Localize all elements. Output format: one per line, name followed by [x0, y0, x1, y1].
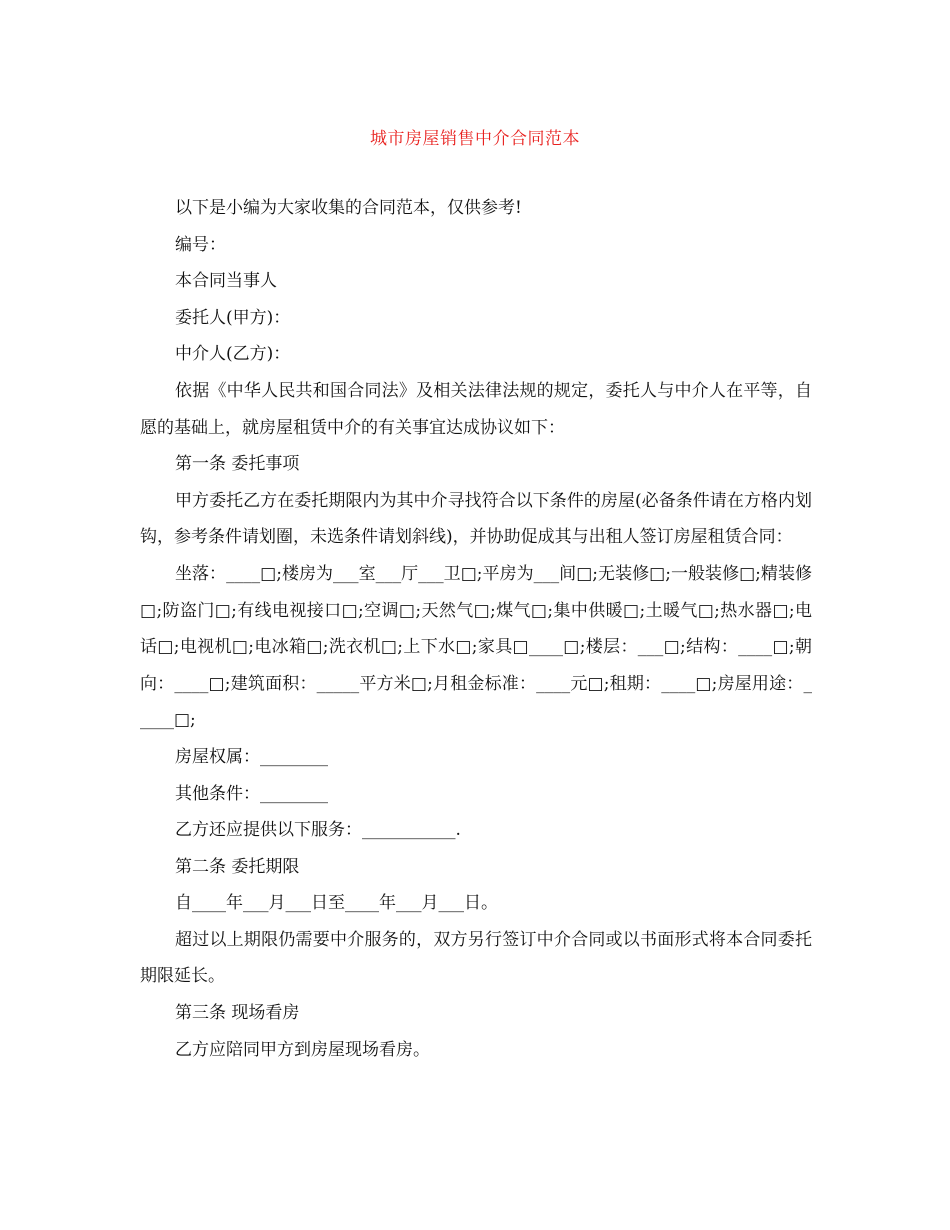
article-3-heading: 第三条 现场看房: [175, 1003, 300, 1024]
house-conditions-paragraph: 坐落：____□;楼房为___室___厅___卫□;平房为___间□;无装修□;一般装修□;精装修□;防盗门□;有线电视接口□;空调□;天然气□;煤气□;集中供暖□;土暖气□;热水器□;电话□;电视机□;电冰箱□;洗衣机□;上下水□;家具□____□;楼层：___□;结构：____□;朝向：____□;建筑面积：_____平方米□;月租金标准：____元□;租期：____□;房屋用途：_____□;: [140, 563, 812, 731]
intro-paragraph: 以下是小编为大家收集的合同范本，仅供参考!: [175, 198, 522, 218]
party-a-line: 委托人(甲方)：: [175, 307, 291, 328]
article-1-paragraph: 甲方委托乙方在委托期限内为其中介寻找符合以下条件的房屋(必备条件请在方格内划钩，参考条件请划圈，未选条件请划斜线)，并协助促成其与出租人签订房屋租赁合同：: [140, 490, 812, 548]
document-body: [140, 190, 812, 1068]
article-2-heading: 第二条 委托期限: [175, 856, 300, 877]
ownership-line: 房屋权属：________: [175, 746, 328, 767]
contract-number-line: 编号：: [175, 234, 226, 255]
article-1-heading: 第一条 委托事项: [175, 454, 300, 475]
term-dates-line: 自____年___月___日至____年___月___日。: [175, 893, 498, 914]
legal-basis-paragraph: 依据《中华人民共和国合同法》及相关法律法规的规定，委托人与中介人在平等，自愿的基础上，就房屋租赁中介的有关事宜达成协议如下：: [140, 380, 812, 438]
term-extension-paragraph: 超过以上期限仍需要中介服务的，双方另行签订中介合同或以书面形式将本合同委托期限延长。: [140, 929, 812, 987]
viewing-paragraph: 乙方应陪同甲方到房屋现场看房。: [175, 1039, 430, 1060]
additional-services-line: 乙方还应提供以下服务：___________.: [175, 820, 461, 841]
other-conditions-line: 其他条件：________: [175, 783, 328, 804]
document-title: 城市房屋销售中介合同范本: [370, 129, 580, 149]
party-b-line: 中介人(乙方)：: [175, 344, 291, 365]
parties-heading: 本合同当事人: [175, 271, 277, 292]
